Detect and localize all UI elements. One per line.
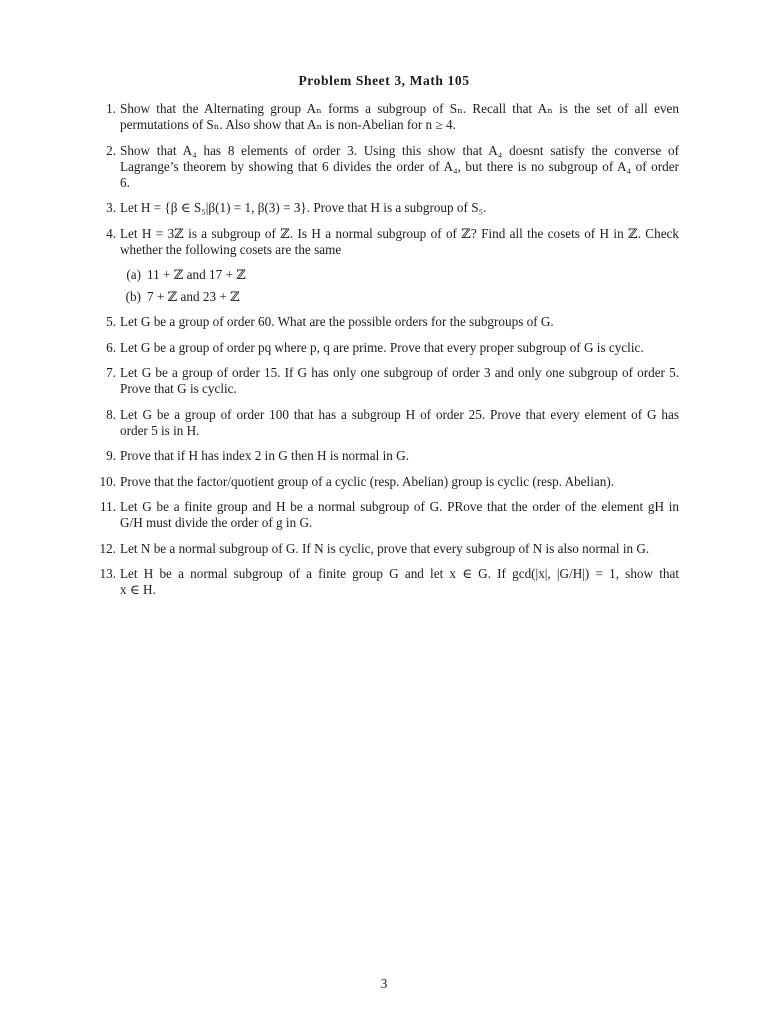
problem-list: [92, 101, 679, 598]
problem-text-line: Let G be a group of order 60. What are the possible orders for the subgroups of G.: [120, 314, 554, 329]
problem-number: 6.: [106, 339, 116, 355]
problem-item-11: [92, 499, 679, 531]
problem-item-3: [92, 200, 679, 216]
problem-number: 1.: [106, 101, 116, 116]
problem-text-line: Lagrange’s theorem by showing that 6 divides the order of A₄, but there is no subgroup of A₄ of order: [120, 158, 679, 174]
subproblem-text: 11 + ℤ and 17 + ℤ: [147, 266, 246, 282]
subproblem-text: 7 + ℤ and 23 + ℤ: [147, 288, 240, 304]
problem-text-line: Prove that G is cyclic.: [120, 381, 237, 396]
problem-text: [120, 143, 679, 191]
problem-text-line: G/H must divide the order of g in G.: [120, 515, 313, 530]
problem-item-4: [92, 226, 679, 305]
problem-item-13: [92, 566, 679, 598]
subproblem-list: [120, 267, 679, 305]
problem-number: 9.: [106, 448, 116, 463]
problem-number: 3.: [106, 200, 116, 215]
problem-item-2: [92, 143, 679, 191]
problem-item-9: [92, 448, 679, 464]
problem-text: [120, 474, 679, 490]
problem-text: [120, 200, 679, 216]
problem-text: [120, 101, 679, 133]
subproblem-item-a: [120, 267, 679, 283]
problem-item-5: [92, 314, 679, 330]
problem-text: [120, 541, 679, 557]
subproblem-label: (b): [125, 288, 141, 304]
problem-number: 5.: [106, 314, 116, 329]
problem-number: 4.: [106, 225, 116, 241]
problem-number: 8.: [106, 406, 116, 422]
problem-text-line: order 5 is in H.: [120, 422, 200, 438]
problem-text: [120, 566, 679, 598]
problem-item-6: [92, 340, 679, 356]
problem-text-line: whether the following cosets are the same: [120, 241, 342, 257]
page-number: 3: [380, 976, 388, 991]
problem-item-1: [92, 101, 679, 133]
problem-number: 11.: [100, 499, 116, 514]
problem-text: [120, 314, 679, 330]
problem-text: [120, 365, 679, 397]
problem-number: 12.: [99, 540, 116, 556]
problem-text-line: Let G be a group of order pq where p, q are prime. Prove that every proper subgroup of G is cyclic.: [120, 339, 644, 355]
sheet-title: Problem Sheet 3, Math 105: [298, 73, 470, 88]
problem-text-line: permutations of Sₙ. Also show that Aₙ is non-Abelian for n ≥ 4.: [120, 117, 456, 132]
problem-text: [120, 448, 679, 464]
problem-item-7: [92, 365, 679, 397]
subproblem-item-b: [120, 289, 679, 305]
problem-text: [120, 499, 679, 531]
problem-item-8: [92, 407, 679, 439]
problem-text-line: Prove that if H has index 2 in G then H is normal in G.: [120, 448, 409, 463]
problem-text: [120, 340, 679, 356]
problem-text-line: Prove that the factor/quotient group of a cyclic (resp. Abelian) group is cyclic (resp. Abelian).: [120, 473, 615, 489]
problem-text-line: Let H = {β ∈ S₅|β(1) = 1, β(3) = 3}. Prove that H is a subgroup of S₅.: [120, 200, 487, 215]
problem-text-line: Show that the Alternating group Aₙ forms a subgroup of Sₙ. Recall that Aₙ is the set of all even: [120, 101, 679, 116]
subproblem-label: (a): [126, 266, 141, 282]
problem-text-line: 6.: [120, 174, 130, 190]
problem-text: [120, 226, 679, 305]
problem-number: 7.: [106, 365, 116, 380]
problem-text-line: x ∈ H.: [120, 582, 156, 597]
problem-text-line: Let G be a group of order 15. If G has only one subgroup of order 3 and only one subgroup of order 5.: [120, 365, 679, 380]
problem-text: [120, 407, 679, 439]
problem-number: 13.: [99, 566, 116, 581]
problem-number: 2.: [106, 142, 116, 158]
problem-item-12: [92, 541, 679, 557]
problem-text-line: Let G be a group of order 100 that has a subgroup H of order 25. Prove that every element of G has: [120, 406, 679, 422]
problem-text-line: Let H = 3ℤ is a subgroup of ℤ. Is H a normal subgroup of of ℤ? Find all the cosets of H in ℤ. Check: [120, 225, 679, 241]
problem-text-line: Let G be a finite group and H be a normal subgroup of G. PRove that the order of the element gH in: [120, 499, 679, 514]
problem-text-line: Let N be a normal subgroup of G. If N is cyclic, prove that every subgroup of N is also normal in G.: [120, 540, 650, 556]
problem-text-line: Show that A₄ has 8 elements of order 3. Using this show that A₄ doesnt satisfy the converse of: [120, 142, 679, 158]
problem-number: 10.: [99, 473, 116, 489]
problem-text-line: Let H be a normal subgroup of a finite group G and let x ∈ G. If gcd(|x|, |G/H|) = 1, show that: [120, 566, 679, 581]
problem-item-10: [92, 474, 679, 490]
